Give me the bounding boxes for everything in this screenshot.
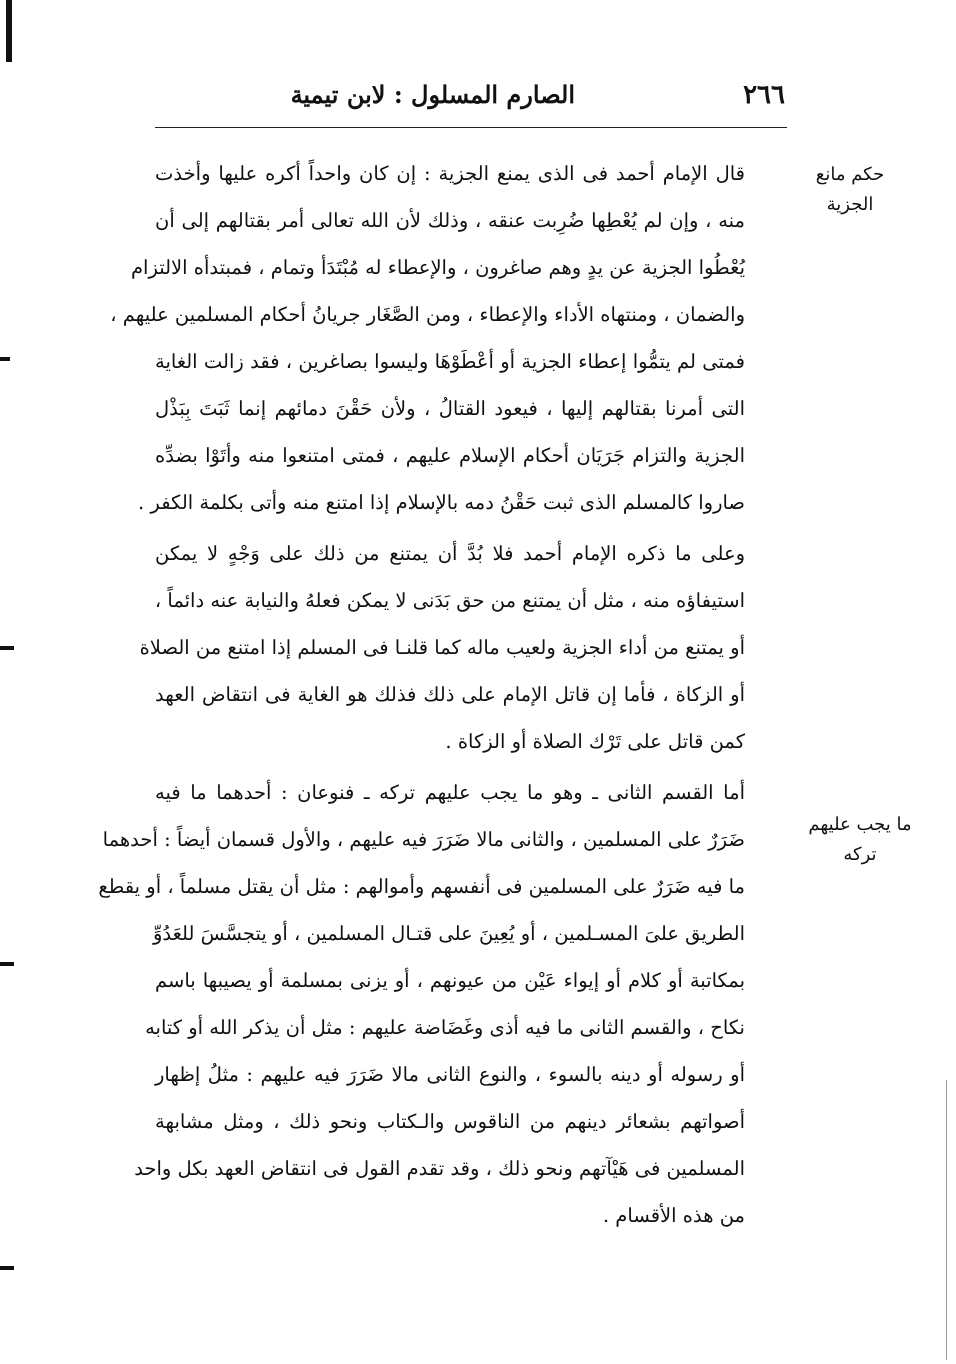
- paragraph: [98, 769, 787, 1239]
- text-line: بمكاتبة أو كلام أو إيواء عَيْن من عيونهم ، أو يزنى بمسلمة أو يصيبها باسم: [155, 969, 745, 992]
- margin-note: ما يجب عليهم تركه: [808, 814, 912, 865]
- text-line: الطريق علىَ المسـلمين ، أو يُعِينَ على قتـال المسلمين ، أو يتجسَّسَ للعَدُوِّ: [152, 922, 745, 945]
- text-line: من هذه الأقسام .: [602, 1204, 745, 1227]
- scan-edge-mark-top: [6, 0, 12, 62]
- text-line: قال الإمام أحمد فى الذى يمنع الجزية : إن كان واحداً أكره عليها وأخذت: [155, 162, 745, 185]
- text-line: أما القسم الثانى ـ وهو ما يجب عليهم تركه ـ فنوعان : أحدهما ما فيه: [155, 781, 745, 804]
- paragraph: [110, 150, 787, 526]
- text-line: المسلمين فى هَيْآتهم ونحو ذلك ، وقد تقدم القول فى انتقاض العهد بكل واحد: [134, 1157, 745, 1180]
- text-line: أصواتهم بشعائر دينهم من الناقوس والـكتاب ونحو ذلك ، ومثل مشابهة: [155, 1110, 745, 1133]
- scan-edge-mark: [0, 646, 14, 650]
- text-line: استيفاؤه منه ، مثل أن يمتنع من حق بَدَنى لا يمكن فعلهُ والنيابة عنه دائماً ،: [154, 589, 745, 612]
- scan-edge-mark: [0, 962, 14, 966]
- page-header: [155, 80, 785, 122]
- body-text: [98, 150, 787, 1239]
- text-line: والضمان ، ومنتهاه الأداء والإعطاء ، ومن الصَّغَار جريانُ أحكام المسلمين عليهم ،: [110, 303, 745, 326]
- text-line: نكاح ، والقسم الثانى ما فيه أذى وغَضَاضة عليهم : مثل أن يذكر الله أو كتابه: [145, 1016, 745, 1039]
- scan-edge-mark: [0, 1266, 14, 1270]
- text-line: يُعْطُوا الجزية عن يدٍ وهم صاغرون ، والإعطاء له مُبْتَدَأ وتمام ، فمبتدأه الالتزام: [130, 256, 745, 279]
- margin-note: حكم مانع الجزية: [815, 164, 885, 215]
- text-line: منه ، وإن لم يُعْطِها ضُرِبت عنقه ، وذلك لأن الله تعالى أمر بقتالهم إلى أن: [155, 209, 745, 232]
- text-line: صاروا كالمسلم الذى ثبت حَقْنُ دمه بالإسلام إذا امتنع منه وأتى بكلمة الكفر .: [138, 491, 745, 514]
- text-line: أو يمتنع من أداء الجزية ولعيب ماله كما قلنـا فى المسلم إذا امتنع من الصلاة: [139, 636, 745, 659]
- text-line: كمن قاتل على تَرْك الصلاة أو الزكاة .: [445, 730, 745, 753]
- scan-edge-mark: [0, 357, 10, 361]
- scan-edge-line: [946, 1080, 947, 1360]
- text-line: وعلى ما ذكره الإمام أحمد فلا بُدَّ أن يمتنع من ذلك على وَجْهٍ لا يمكن: [155, 542, 745, 565]
- text-line: التى أمرنا بقتالهم إليها ، فيعود القتالُ ، ولأن حَقْنَ دمائهم إنما ثَبَتَ بِبَذْل: [155, 397, 745, 420]
- paragraph: [139, 530, 787, 765]
- header-rule: [155, 127, 787, 128]
- text-line: ما فيه ضَرَرٌ على المسلمين فى أنفسهم وأموالهم : مثل أن يقتل مسلماً ، أو يقطع: [98, 875, 745, 898]
- text-line: أو رسوله أو دينه بالسوء ، والنوع الثانى مالا ضَرَرَ فيه عليهم : مثلُ إظهار: [155, 1063, 745, 1086]
- page-number: ٢٦٦: [743, 80, 785, 110]
- text-line: فمتى لم يتمُّوا إعطاء الجزية أو أعْطَوْهَا وليسوا بصاغرين ، فقد زالت الغاية: [155, 350, 745, 373]
- running-title: الصارم المسلول : لابن تيمية: [290, 80, 575, 109]
- text-line: ضَرَرٌ على المسلمين ، والثانى مالا ضَرَرَ فيه عليهم ، والأول قسمان أيضاً : أحدهما: [102, 828, 745, 851]
- text-line: أو الزكاة ، فأما إن قاتل الإمام على ذلك فذلك هو الغاية فى انتقاض العهد: [155, 683, 745, 706]
- text-line: الجزية والتزام جَرَيَان أحكام الإسلام عليهم ، فمتى امتنعوا منه وأتَوْا بضدِّه: [155, 444, 745, 467]
